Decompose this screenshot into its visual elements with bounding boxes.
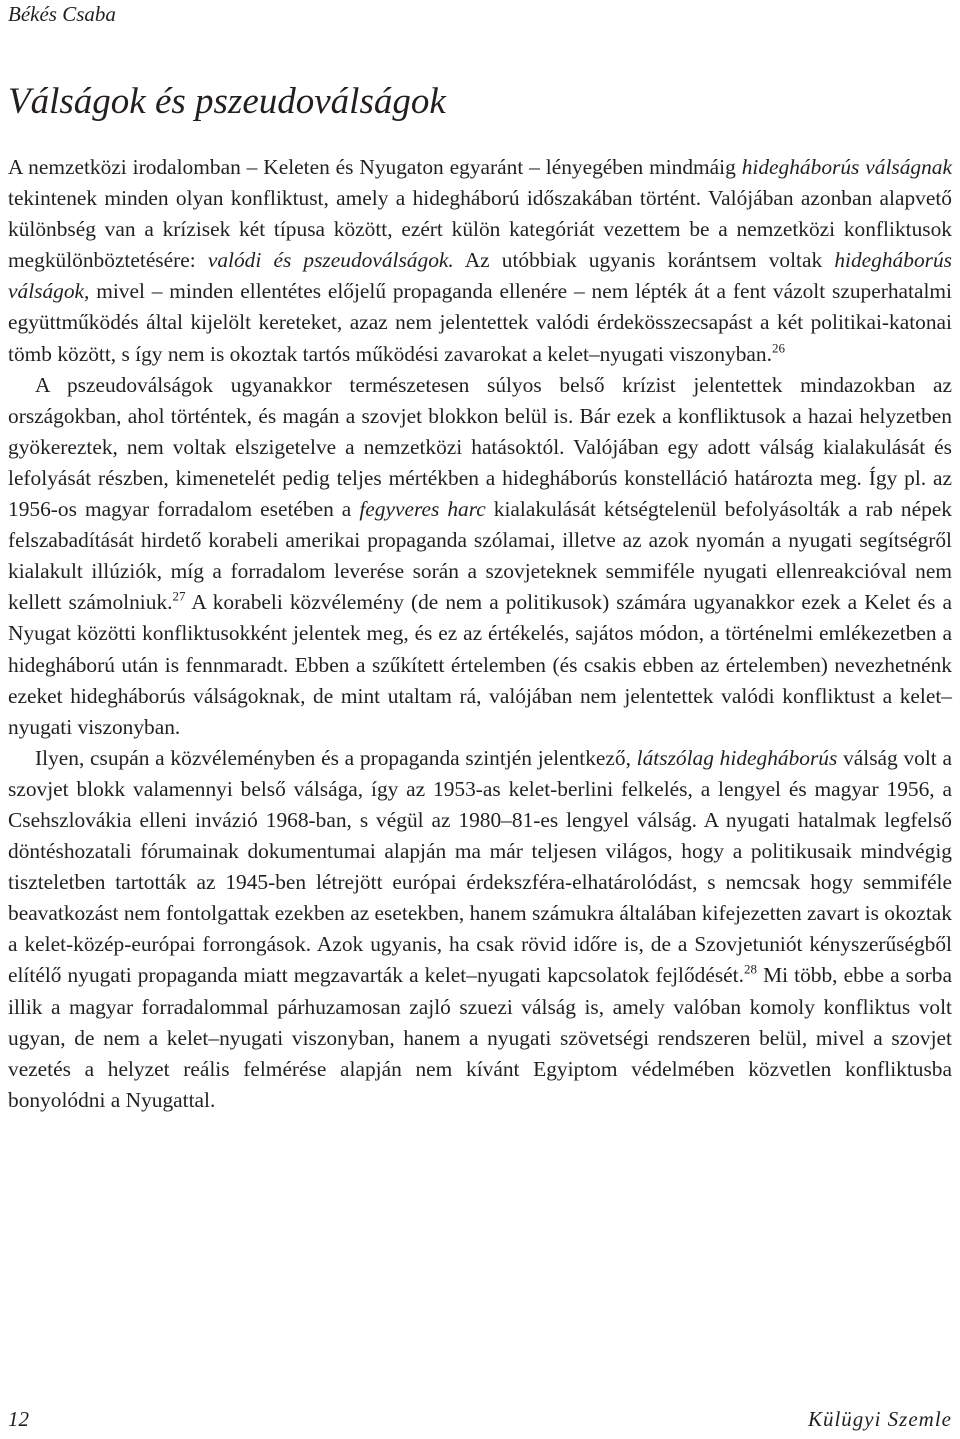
italic-text: valódi és pszeudoválságok. [207, 248, 454, 273]
text-run: Mi több, ebbe a sorba illik a magyar forradalommal párhuzamosan zajló szuezi válság is, amely valóban komoly konfliktus volt ugyan, de nem a kelet–nyugati viszonyban, hanem a nyugati szövetségi rendszeren belül, mivel a szovjet vezetés a helyzet reális felmérése alapján nem kívánt Egyiptom védelmében közvetlen konfliktusba bonyolódni a Nyugattal. [8, 963, 952, 1112]
italic-text: fegyveres harc [359, 497, 486, 522]
footnote-ref: 26 [771, 340, 785, 356]
text-run: kialakulását kétségtelenül befolyásolták a rab népek felszabadítását hirdető korabeli amerikai propaganda szólamai, illetve az azok nyomán a nyugati segítségről kialakult illúziók, míg a forradalom leverése során a szovjeteknek semmiféle nyugati ellenreakcióval nem kellett számolniuk. [8, 497, 952, 615]
text-run: mivel – minden ellentétes előjelű propaganda ellenére – nem lépték át a fent vázolt szuperhatalmi együttműködés által kijelölt kereteket, azaz nem jelentettek valódi érdekösszecsapást a két politikai-katonai tömb között, s így nem is okoztak tartós működési zavarokat a kelet–nyugati viszonyban. [8, 279, 952, 366]
footnote-ref: 28 [743, 962, 757, 977]
italic-text: hidegháborús válságok, [8, 248, 952, 304]
article-body [8, 152, 952, 1116]
text-run: A nemzetközi irodalomban – Keleten és Nyugaton egyaránt – lényegében mindmáig [8, 155, 742, 179]
text-run: válság volt a szovjet blokk valamennyi belső válsága, így az 1953-as kelet-berlini felkelés, a lengyel és magyar 1956, a Csehszlovákia elleni invázió 1968-ban, s végül az 1980–81-es lengyel válság. A nyugati hatalmak legfelső döntéshozatali fórumainak dokumentumai alapján ma már teljesen világos, hogy a politikusaik mindvégig tiszteletben tartották az 1945-ben létrejött európai érdekszféra-elhatárolódást, s nemcsak hogy semmiféle beavatkozást nem fontolgattak ezekben az esetekben, hanem számukra általában kifejezetten zavart is okoztak a kelet-közép-európai forrongások. Azok ugyanis, ha csak rövid időre is, de a Szovjetuniót kényszerűségből elítélő nyugati propaganda miatt megzavarták a kelet–nyugati kapcsolatok fejlődését. [8, 745, 952, 988]
article-title: Válságok és pszeudoválságok [8, 81, 446, 122]
paragraph [8, 370, 952, 743]
text-run: Az utóbbiak ugyanis korántsem voltak [453, 248, 835, 273]
text-run: A pszeudoválságok ugyanakkor természetesen súlyos belső krízist jelentettek mindazokban az országokban, ahol történtek, és magán a szovjet blokkon belül is. Bár ezek a konfliktusok a hazai helyzetben gyökereztek, nem voltak elszigetelve a nemzetközi hatásoktól. Valójában egy adott válság kialakulását és lefolyását részben, kimenetelét pedig teljes mértékben a hidegháborús konstelláció határozta meg. Így pl. az 1956-os magyar forradalom esetében a [8, 372, 952, 522]
italic-text: hidegháborús válságnak [741, 155, 952, 179]
paragraph [8, 152, 952, 370]
running-head-author: Békés Csaba [8, 2, 116, 26]
text-run: Ilyen, csupán a közvéleményben és a propaganda szintjén jelentkező, [35, 745, 637, 770]
text-run: A korabeli közvélemény (de nem a politikusok) számára ugyanakkor ezek a Kelet és a Nyugat közötti konfliktusokként jelentek meg, és ez az értékelés, sajátos módon, a történelmi emlékezetben a hidegháború után is fennmaradt. Ebben a szűkített értelemben (és csakis ebben az értelemben) nevezhetnénk ezeket hidegháborús válságoknak, de mint utaltam rá, valójában nem jelentettek valódi konfliktust a kelet–nyugati viszonyban. [8, 590, 952, 739]
journal-name: Külügyi Szemle [807, 1407, 952, 1431]
page-number: 12 [8, 1407, 29, 1431]
paragraph [8, 743, 952, 1116]
italic-text: látszólag hidegháborús [636, 745, 838, 770]
text-run: tekintenek minden olyan konfliktust, amely a hidegháború időszakában történt. Valójában azonban alapvető különbség van a krízisek két típusa között, ezért külön kategóriát vezettem be a nemzetközi konfliktusok megkülönböztetésére: [8, 186, 952, 273]
footnote-ref: 27 [172, 588, 186, 604]
